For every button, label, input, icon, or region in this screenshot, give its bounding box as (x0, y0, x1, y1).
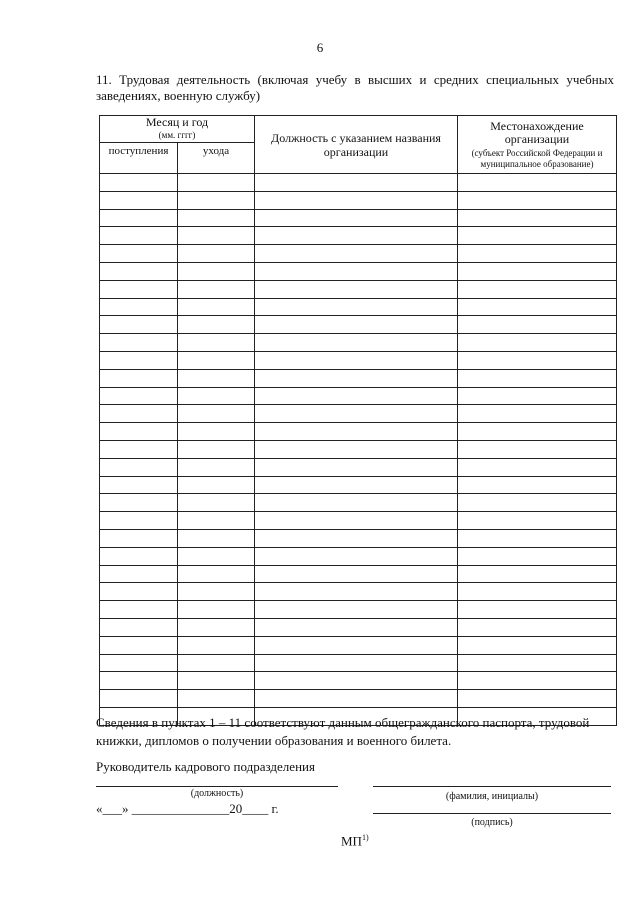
location-cell[interactable] (458, 423, 617, 441)
location-cell[interactable] (458, 405, 617, 423)
table-row (100, 565, 617, 583)
table-row (100, 494, 617, 512)
table-row (100, 227, 617, 245)
table-row (100, 672, 617, 690)
start-date-cell[interactable] (100, 547, 178, 565)
location-cell[interactable] (458, 690, 617, 708)
name-caption: (фамилия, инициалы) (445, 791, 539, 802)
position-cell[interactable] (255, 654, 458, 672)
end-date-cell[interactable] (178, 405, 255, 423)
end-date-cell[interactable] (178, 583, 255, 601)
start-date-cell[interactable] (100, 209, 178, 227)
start-date-cell[interactable] (100, 316, 178, 334)
start-date-cell[interactable] (100, 440, 178, 458)
location-cell[interactable] (458, 298, 617, 316)
location-cell[interactable] (458, 227, 617, 245)
end-date-cell[interactable] (178, 512, 255, 530)
end-date-cell[interactable] (178, 334, 255, 352)
start-date-cell[interactable] (100, 494, 178, 512)
table-row (100, 351, 617, 369)
start-date-cell[interactable] (100, 458, 178, 476)
table-row (100, 601, 617, 619)
location-cell[interactable] (458, 440, 617, 458)
start-date-cell[interactable] (100, 529, 178, 547)
stamp-label (341, 833, 369, 849)
end-date-cell[interactable] (178, 423, 255, 441)
end-date-cell[interactable] (178, 227, 255, 245)
end-date-cell[interactable] (178, 672, 255, 690)
position-cell[interactable] (255, 618, 458, 636)
position-cell[interactable] (255, 227, 458, 245)
start-date-cell[interactable] (100, 245, 178, 263)
date-line: «___» _______________20____ г. (96, 801, 279, 816)
start-date-cell[interactable] (100, 423, 178, 441)
location-cell[interactable] (458, 636, 617, 654)
table-row (100, 174, 617, 192)
start-date-cell[interactable] (100, 672, 178, 690)
start-date-cell[interactable] (100, 387, 178, 405)
start-date-cell[interactable] (100, 227, 178, 245)
position-line[interactable] (96, 786, 338, 787)
table-row (100, 512, 617, 530)
position-cell[interactable] (255, 298, 458, 316)
location-cell[interactable] (458, 351, 617, 369)
position-cell[interactable] (255, 458, 458, 476)
position-cell[interactable] (255, 191, 458, 209)
end-date-cell[interactable] (178, 262, 255, 280)
location-cell[interactable] (458, 547, 617, 565)
position-cell[interactable] (255, 387, 458, 405)
end-date-cell[interactable] (178, 458, 255, 476)
start-date-cell[interactable] (100, 618, 178, 636)
location-header-label: Местонахождение организации (490, 118, 584, 146)
position-cell[interactable] (255, 262, 458, 280)
location-cell[interactable] (458, 618, 617, 636)
end-date-cell[interactable] (178, 316, 255, 334)
start-date-cell[interactable] (100, 565, 178, 583)
table-row (100, 245, 617, 263)
location-cell[interactable] (458, 262, 617, 280)
location-cell[interactable] (458, 565, 617, 583)
end-date-cell[interactable] (178, 494, 255, 512)
end-date-cell[interactable] (178, 654, 255, 672)
end-date-cell[interactable] (178, 565, 255, 583)
end-date-cell[interactable] (178, 529, 255, 547)
table-row (100, 458, 617, 476)
location-cell[interactable] (458, 369, 617, 387)
end-date-cell[interactable] (178, 280, 255, 298)
stamp-text: МП (341, 833, 362, 849)
start-date-cell[interactable] (100, 583, 178, 601)
table-row (100, 690, 617, 708)
location-cell[interactable] (458, 512, 617, 530)
location-cell[interactable] (458, 458, 617, 476)
signature-caption: (подпись) (471, 817, 513, 828)
position-cell[interactable] (255, 209, 458, 227)
table-row (100, 334, 617, 352)
end-date-cell[interactable] (178, 476, 255, 494)
start-date-cell[interactable] (100, 174, 178, 192)
start-date-cell[interactable] (100, 262, 178, 280)
signature-line[interactable] (373, 813, 611, 814)
start-date-cell[interactable] (100, 512, 178, 530)
end-date-cell[interactable] (178, 369, 255, 387)
table-row (100, 618, 617, 636)
position-cell[interactable] (255, 405, 458, 423)
position-cell[interactable] (255, 476, 458, 494)
end-header: ухода (178, 143, 255, 174)
location-cell[interactable] (458, 387, 617, 405)
table-row (100, 298, 617, 316)
start-date-cell[interactable] (100, 690, 178, 708)
table-row (100, 476, 617, 494)
position-cell[interactable] (255, 174, 458, 192)
hr-head-label: Руководитель кадрового подразделения (96, 759, 315, 774)
location-cell[interactable] (458, 191, 617, 209)
table-row (100, 547, 617, 565)
table-row (100, 191, 617, 209)
location-cell[interactable] (458, 316, 617, 334)
location-cell[interactable] (458, 654, 617, 672)
end-date-cell[interactable] (178, 618, 255, 636)
location-cell[interactable] (458, 174, 617, 192)
location-cell[interactable] (458, 494, 617, 512)
location-header (458, 116, 617, 174)
position-cell[interactable] (255, 369, 458, 387)
table-row (100, 209, 617, 227)
location-cell[interactable] (458, 672, 617, 690)
location-cell[interactable] (458, 245, 617, 263)
start-date-cell[interactable] (100, 654, 178, 672)
end-date-cell[interactable] (178, 209, 255, 227)
table-row (100, 423, 617, 441)
name-line[interactable] (373, 786, 611, 787)
position-cell[interactable] (255, 601, 458, 619)
start-date-cell[interactable] (100, 280, 178, 298)
position-cell[interactable] (255, 690, 458, 708)
location-cell[interactable] (458, 280, 617, 298)
table-row (100, 369, 617, 387)
table-row (100, 583, 617, 601)
section-title: 11. Трудовая деятельность (включая учебу в высших и средних специальных учебных заведениях, военную службу) (96, 72, 614, 103)
end-date-cell[interactable] (178, 245, 255, 263)
end-date-cell[interactable] (178, 636, 255, 654)
start-date-cell[interactable] (100, 298, 178, 316)
position-cell[interactable] (255, 529, 458, 547)
position-caption: (должность) (190, 788, 244, 799)
start-header: поступления (100, 143, 178, 174)
position-cell[interactable] (255, 280, 458, 298)
start-date-cell[interactable] (100, 636, 178, 654)
position-cell[interactable] (255, 512, 458, 530)
position-cell[interactable] (255, 316, 458, 334)
position-cell[interactable] (255, 334, 458, 352)
start-date-cell[interactable] (100, 351, 178, 369)
location-cell[interactable] (458, 476, 617, 494)
location-cell[interactable] (458, 601, 617, 619)
table-row (100, 440, 617, 458)
position-cell[interactable] (255, 423, 458, 441)
table-row (100, 405, 617, 423)
end-date-cell[interactable] (178, 690, 255, 708)
table-row (100, 280, 617, 298)
end-date-cell[interactable] (178, 191, 255, 209)
location-cell[interactable] (458, 209, 617, 227)
start-date-cell[interactable] (100, 601, 178, 619)
table-row (100, 636, 617, 654)
start-date-cell[interactable] (100, 405, 178, 423)
position-cell[interactable] (255, 565, 458, 583)
position-cell[interactable] (255, 672, 458, 690)
date-header-label: Месяц и год (145, 115, 209, 129)
table-row (100, 262, 617, 280)
start-date-cell[interactable] (100, 334, 178, 352)
date-header (100, 116, 255, 143)
table-row (100, 316, 617, 334)
statement-text: Сведения в пунктах 1 – 11 соответствуют данным общегражданского паспорта, трудовой книжки, дипломов о получении образования и военного билета. (96, 715, 590, 748)
position-cell[interactable] (255, 440, 458, 458)
end-date-cell[interactable] (178, 547, 255, 565)
employment-table (99, 115, 617, 726)
start-date-cell[interactable] (100, 191, 178, 209)
position-cell[interactable] (255, 547, 458, 565)
table-body (100, 174, 617, 726)
end-date-cell[interactable] (178, 174, 255, 192)
table-row (100, 387, 617, 405)
position-cell[interactable] (255, 245, 458, 263)
end-date-cell[interactable] (178, 298, 255, 316)
end-date-cell[interactable] (178, 387, 255, 405)
date-format-label: (мм. гггг) (158, 130, 196, 140)
position-cell[interactable] (255, 351, 458, 369)
table-row (100, 654, 617, 672)
end-date-cell[interactable] (178, 351, 255, 369)
end-date-cell[interactable] (178, 601, 255, 619)
position-cell[interactable] (255, 494, 458, 512)
table-row (100, 529, 617, 547)
position-cell[interactable] (255, 583, 458, 601)
position-header: Должность с указанием названия организации (255, 116, 458, 174)
position-cell[interactable] (255, 636, 458, 654)
start-date-cell[interactable] (100, 369, 178, 387)
location-cell[interactable] (458, 583, 617, 601)
start-date-cell[interactable] (100, 476, 178, 494)
page-number: 6 (316, 40, 324, 55)
location-sub-label: (субъект Российской Федерации и муниципальное образование) (471, 147, 603, 169)
end-date-cell[interactable] (178, 440, 255, 458)
location-cell[interactable] (458, 334, 617, 352)
location-cell[interactable] (458, 529, 617, 547)
stamp-note: 1) (361, 833, 369, 842)
